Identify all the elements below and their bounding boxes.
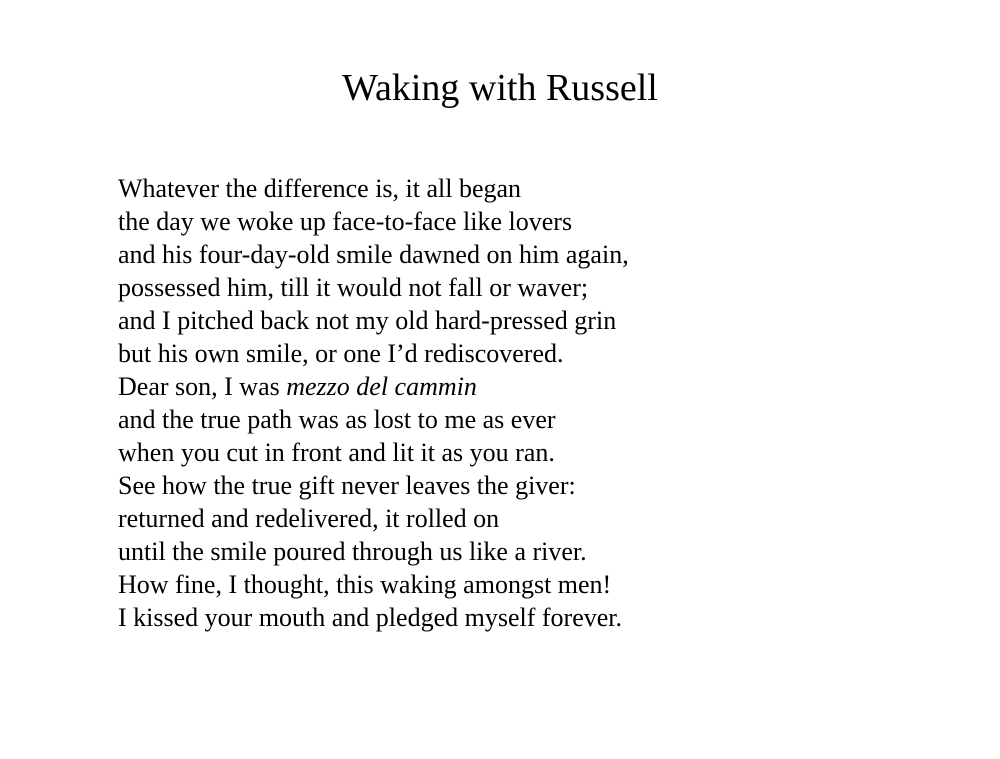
poem-body <box>118 172 629 634</box>
poem-line: and his four-day-old smile dawned on him again, <box>118 240 629 269</box>
poem-line: See how the true gift never leaves the giver: <box>118 471 576 500</box>
poem-line: How fine, I thought, this waking amongst men! <box>118 570 612 599</box>
poem-line: but his own smile, or one I’d rediscovered. <box>118 339 564 368</box>
poem-line: and the true path was as lost to me as ever <box>118 405 556 434</box>
poem-line-plain-part: Dear son, I was <box>118 372 287 401</box>
poem-line: Whatever the difference is, it all began <box>118 174 522 203</box>
poem-line: returned and redelivered, it rolled on <box>118 504 500 533</box>
poem-line-italic-part: mezzo del cammin <box>286 372 477 401</box>
poem-line: I kissed your mouth and pledged myself forever. <box>118 603 622 632</box>
poem-line <box>118 370 629 403</box>
poem-line: when you cut in front and lit it as you ran. <box>118 438 555 467</box>
poem-line: possessed him, till it would not fall or waver; <box>118 273 589 302</box>
poem-line: the day we woke up face-to-face like lovers <box>118 207 573 236</box>
poem-line: until the smile poured through us like a river. <box>118 537 587 566</box>
poem-title: Waking with Russell <box>342 67 658 109</box>
poem-line: and I pitched back not my old hard-pressed grin <box>118 306 617 335</box>
